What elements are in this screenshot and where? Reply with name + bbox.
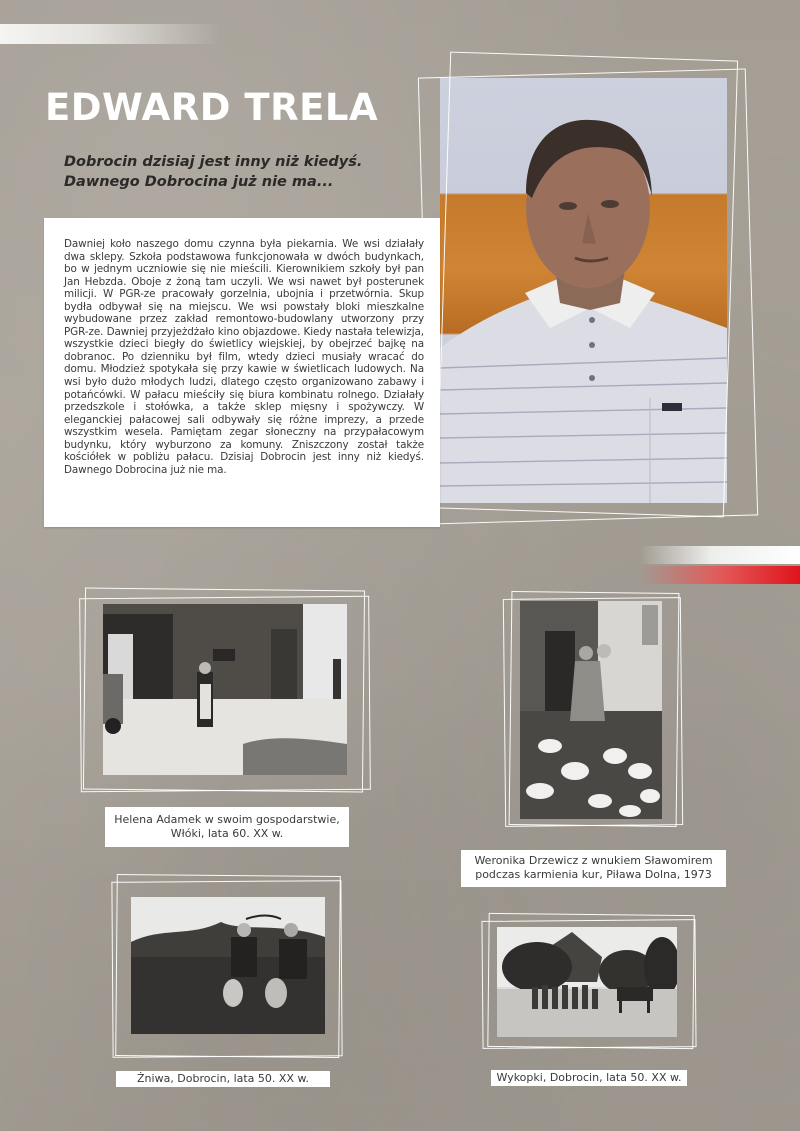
decorative-stripe-top bbox=[0, 24, 220, 44]
caption-line: Wykopki, Dobrocin, lata 50. XX w. bbox=[496, 1071, 682, 1084]
white-stripe bbox=[640, 546, 800, 564]
potato-harvest-photo-illustration bbox=[497, 927, 677, 1037]
portrait-photo bbox=[440, 78, 727, 503]
caption-line: Żniwa, Dobrocin, lata 50. XX w. bbox=[137, 1072, 309, 1085]
caption-helena-adamek bbox=[105, 807, 349, 847]
photo-helena-adamek bbox=[103, 604, 347, 775]
photo-wykopki bbox=[497, 927, 677, 1037]
farmyard-photo-illustration bbox=[103, 604, 347, 775]
chickens-photo-illustration bbox=[520, 601, 662, 819]
harvest-photo-illustration bbox=[131, 897, 325, 1034]
story-text-box bbox=[44, 218, 440, 527]
subtitle-line-2: Dawnego Dobrocina już nie ma... bbox=[64, 174, 334, 190]
page-subtitle bbox=[64, 152, 362, 192]
story-text: Dawniej koło naszego domu czynna była piekarnia. We wsi działały dwa sklepy. Szkoła podstawowa funkcjonowała w dwóch budynkach, bo w jednym uczniowie się nie mieścili. Kierownikiem szkoły był pan Jan Hebzda. Oboje z żoną tam uczyli. We wsi nawet był posterunek milicji. W PGR-ze pracowały gorzelnia, ubojnia i przetwórnia. Skup bydła odbywał się na miejscu. We wsi powstały bloki mieszkalne wybudowane przez zakład remontowo-budowlany utworzony przy PGR-ze. Dawniej przyjeżdżało kino objazdowe. Kiedy nastała telewizja, wszystkie dzieci biegły do świetlicy wiejskiej, by obejrzeć bajkę na dobranoc. Po dzienniku był film, wtedy dzieci musiały wracać do domu. Młodzież spotykała się przy kawie w świetlicach ludowych. Na wsi było dużo młodych ludzi, dlatego często organizowano zabawy i potańcówki. W pałacu mieściły się biura kombinatu rolnego. Działały przedszkole i stołówka, a także sklep mięsny i spożywczy. W eleganckiej pałacowej sali odbywały się różne imprezy, a przede wszystkim wesela. Pamiętam zegar słoneczny na przypałacowym budynku, który wyburzono za komuny. Zniszczony został także kościółek w pobliżu pałacu. Dzisiaj Dobrocin jest inny niż kiedyś. Dawnego Dobrocina już nie ma. bbox=[64, 238, 424, 476]
caption-line: podczas karmienia kur, Piława Dolna, 1973 bbox=[475, 868, 712, 881]
photo-weronika-drzewicz bbox=[520, 601, 662, 819]
subtitle-line-1: Dobrocin dzisiaj jest inny niż kiedyś. bbox=[64, 154, 363, 170]
red-stripe bbox=[640, 566, 800, 584]
caption-weronika-drzewicz bbox=[461, 850, 726, 887]
caption-zniwa bbox=[116, 1071, 330, 1087]
caption-line: Włóki, lata 60. XX w. bbox=[170, 827, 284, 840]
caption-line: Helena Adamek w swoim gospodarstwie, bbox=[114, 813, 340, 826]
photo-zniwa bbox=[131, 897, 325, 1034]
page-title: EDWARD TRELA bbox=[45, 86, 379, 129]
caption-line: Weronika Drzewicz z wnukiem Sławomirem bbox=[474, 854, 713, 867]
caption-wykopki bbox=[491, 1070, 687, 1086]
portrait-illustration bbox=[440, 78, 727, 503]
